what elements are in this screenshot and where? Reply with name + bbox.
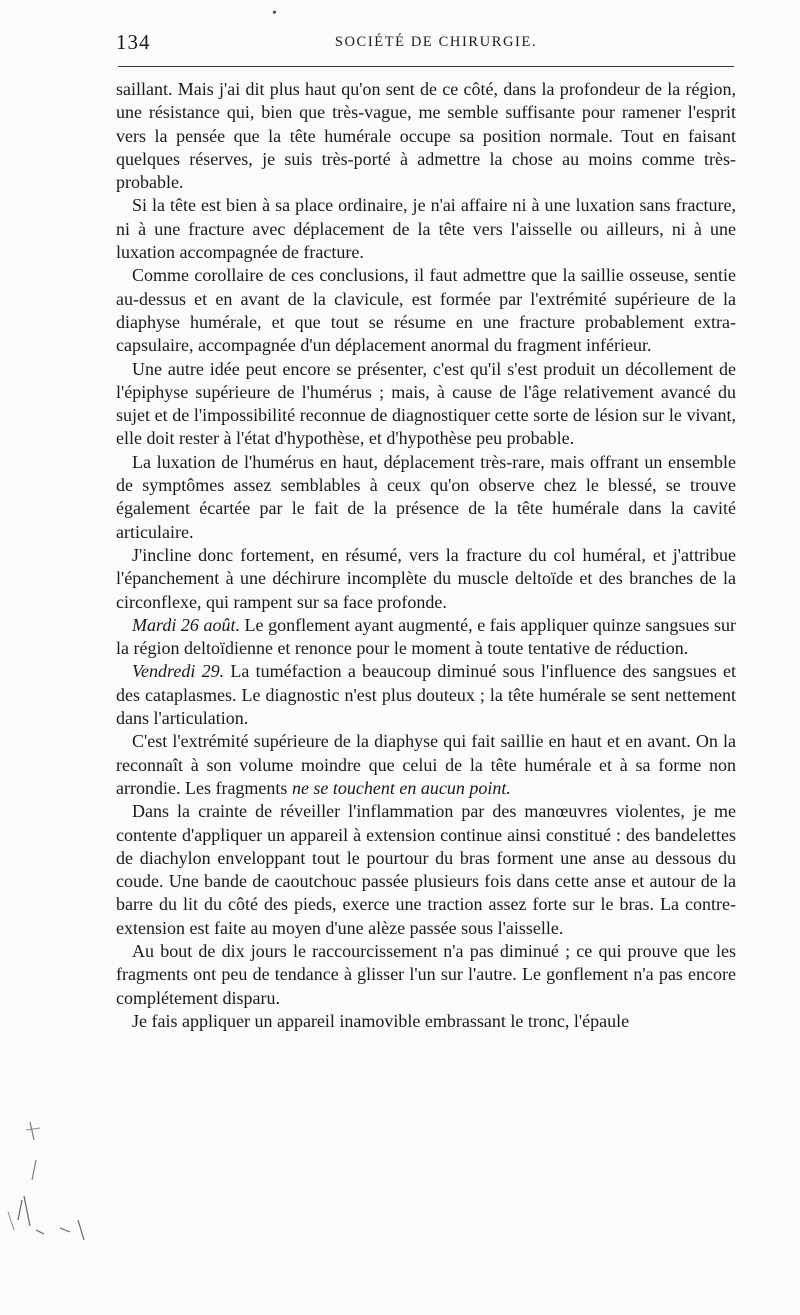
paragraph-5: La luxation de l'humérus en haut, déplacement très-rare, mais offrant un ensemble de symptômes assez semblables à ceux qu'on observe chez le blessé, se trouve également écartée par le fait de la présence de la tête humérale dans la cavité articulaire. bbox=[116, 451, 736, 542]
paragraph-4: Une autre idée peut encore se présenter, c'est qu'il s'est produit un décollement de l'épiphyse supérieure de l'humérus ; mais, à cause de l'âge relativement avancé du sujet et de l'impossibilité reconnue de diagnostiquer cette sorte de lésion sur le vivant, elle doit rester à l'état d'hypothèse, et d'hypothèse peu probable. bbox=[116, 358, 736, 449]
paragraph-6: J'incline donc fortement, en résumé, vers la fracture du col huméral, et j'attribue l'épanchement à une déchirure incomplète du muscle deltoïde et des branches de la circonflexe, qui rampent sur sa face profonde. bbox=[116, 544, 736, 612]
paragraph-1: saillant. Mais j'ai dit plus haut qu'on sent de ce côté, dans la profondeur de la région, une résistance qui, bien que très-vague, me semble suffisante pour ramener l'esprit vers la pensée que la tête humérale occupe sa position normale. Tout en faisant quelques réserves, je suis très-porté à admettre la chose au moins comme très-probable. bbox=[116, 79, 736, 193]
page-number: 134 bbox=[116, 30, 151, 54]
header-rule bbox=[118, 66, 734, 67]
paragraph-8: Vendredi 29. La tuméfaction a beaucoup diminué sous l'influence des sangsues et des cataplasmes. Le diagnostic n'est plus douteux ; la tête humérale se sent nettement dans l'articulation. bbox=[116, 661, 736, 729]
body-text bbox=[116, 78, 736, 1033]
paragraph-3: Comme corollaire de ces conclusions, il faut admettre que la saillie osseuse, sentie au-dessus et en avant de la clavicule, est formée par l'extrémité supérieure de la diaphyse humérale, et que tout se résume en une fracture probablement extra-capsulaire, accompagnée d'un déplacement anormal du fragment inférieur. bbox=[116, 265, 736, 356]
paragraph-12: Je fais appliquer un appareil inamovible embrassant le tronc, l'épaule bbox=[132, 1010, 630, 1031]
date-vendredi: Vendredi 29. bbox=[132, 661, 225, 682]
page-header bbox=[116, 30, 736, 54]
paragraph-2: Si la tête est bien à sa place ordinaire, je n'ai affaire ni à une luxation sans fracture, ni à une fracture avec déplacement de la tête vers l'aisselle ou ailleurs, ni à une luxation accompagnée de fracture. bbox=[116, 195, 736, 263]
paragraph-7: Mardi 26 août. Le gonflement ayant augmenté, e fais appliquer quinze sangsues sur la région deltoïdienne et renonce pour le moment à toute tentative de réduction. bbox=[116, 614, 736, 659]
italic-phrase: ne se touchent en aucun point. bbox=[291, 777, 511, 798]
margin-pencil-marks bbox=[0, 1100, 110, 1260]
running-head: SOCIÉTÉ DE CHIRURGIE. bbox=[334, 34, 538, 50]
paragraph-10: Dans la crainte de réveiller l'inflammation par des manœuvres violentes, je me contente d'appliquer un appareil à extension continue ainsi constitué : des bandelettes de diachylon enveloppant tout le pourtour du bras forment une anse au dessous du coude. Une bande de caoutchouc passée plusieurs fois dans cette anse et autour de la barre du lit du côté des pieds, exerce une traction assez forte sur le bras. La contre-extension est faite au moyen d'une alèze passée sous l'aisselle. bbox=[116, 801, 736, 938]
date-mardi: Mardi 26 août. bbox=[132, 614, 240, 635]
ink-speck: • bbox=[272, 6, 277, 21]
paragraph-9: C'est l'extrémité supérieure de la diaphyse qui fait saillie en haut et en avant. On la reconnaît à son volume moindre que celui de la tête humérale et à sa forme non arrondie. Les fragments ne se touchent en aucun point. bbox=[116, 731, 736, 798]
paragraph-11: Au bout de dix jours le raccourcissement n'a pas diminué ; ce qui prouve que les fragments ont peu de tendance à glisser l'un sur l'autre. Le gonflement n'a pas encore complétement disparu. bbox=[116, 940, 736, 1008]
